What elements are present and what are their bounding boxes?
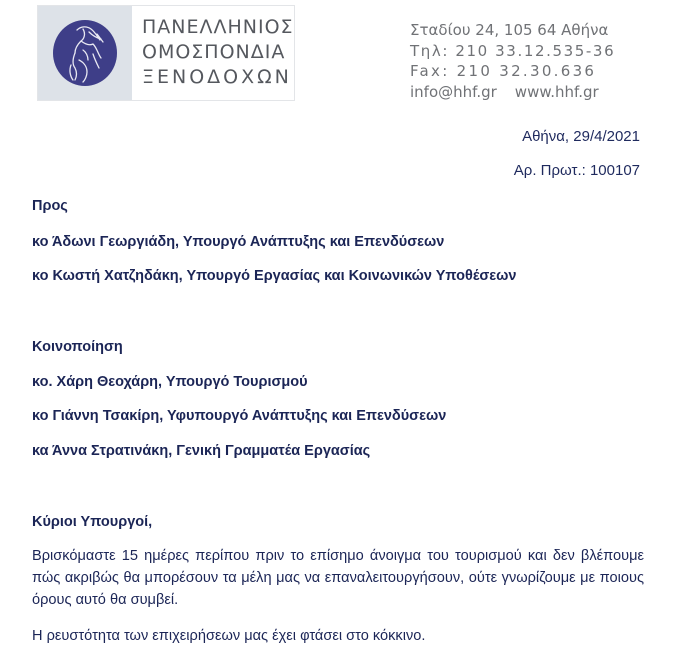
cc-item: κο. Χάρη Θεοχάρη, Υπουργό Τουρισμού: [32, 374, 308, 390]
hhf-emblem-icon: [53, 20, 117, 86]
org-name-line: ΠΑΝΕΛΛΗΝΙΟΣ: [142, 16, 294, 38]
contact-web-line: [410, 82, 615, 103]
recipient-item: κο Άδωνι Γεωργιάδη, Υπουργό Ανάπτυξης και Επενδύσεων: [32, 234, 445, 250]
logo-emblem-panel: [38, 6, 132, 100]
org-name-line: ΟΜΟΣΠΟΝΔΙΑ: [142, 41, 286, 63]
protocol-number: Αρ. Πρωτ.: 100107: [513, 162, 640, 179]
body-paragraph: Βρισκόμαστε 15 ημέρες περίπου πριν το επίσημο άνοιγμα του τουρισμού και δεν βλέπουμε πώς ακριβώς θα μπορέσουν τα μέλη μας να επαναλειτουργήσουν, ούτε γνωρίζουμε με ποιους όρους αυτό θα συμβεί.: [32, 548, 644, 608]
cc-item: κα Άννα Στρατινάκη, Γενική Γραμματέα Εργασίας: [32, 443, 371, 459]
website-link[interactable]: www.hhf.gr: [514, 82, 599, 101]
cc-heading: Κοινοποίηση: [32, 339, 123, 355]
letterhead-contact: [410, 20, 615, 102]
email-link[interactable]: info@hhf.gr: [410, 82, 497, 101]
org-name-line: ΞΕΝΟΔΟΧΩΝ: [142, 66, 292, 88]
fax: Fax: 210 32.30.636: [410, 62, 597, 80]
place-date: Αθήνα, 29/4/2021: [522, 128, 640, 145]
letterhead-logo: [37, 5, 295, 101]
recipients-heading: Προς: [32, 198, 68, 214]
recipient-item: κο Κωστή Χατζηδάκη, Υπουργό Εργασίας και Κοινωνικών Υποθέσεων: [32, 268, 517, 284]
cc-item: κο Γιάννη Τσακίρη, Υφυπουργό Ανάπτυξης και Επενδύσεων: [32, 408, 447, 424]
letter-meta: [514, 127, 640, 195]
org-name: [142, 15, 294, 90]
phone: Τηλ: 210 33.12.535-36: [410, 41, 616, 60]
address: Σταδίου 24, 105 64 Αθήνα: [410, 21, 609, 39]
body-paragraph: Η ρευστότητα των επιχειρήσεων μας έχει φτάσει στο κόκκινο.: [32, 628, 426, 644]
salutation: Κύριοι Υπουργοί,: [32, 514, 153, 530]
